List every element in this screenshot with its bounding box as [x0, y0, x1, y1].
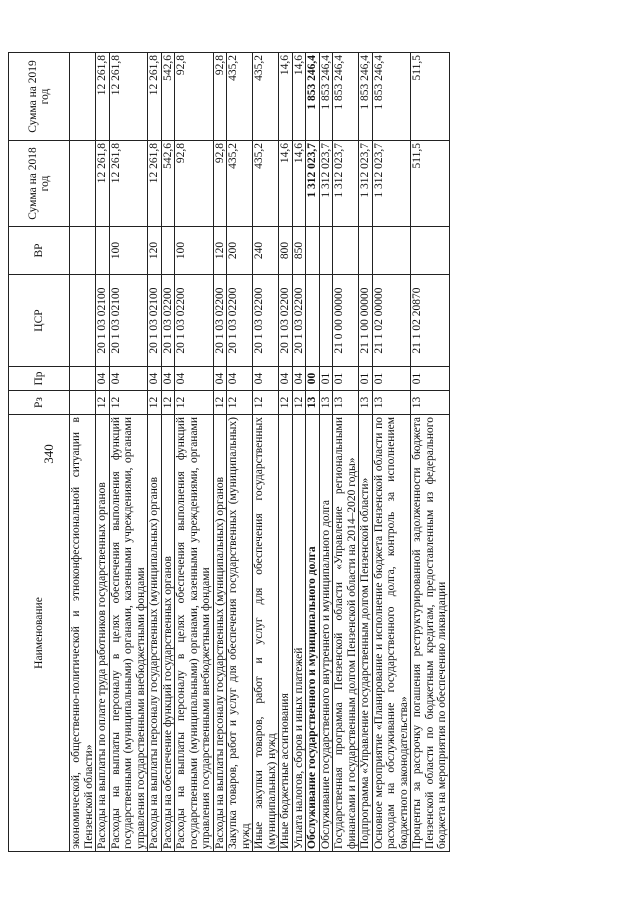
cell-pr: 04 [175, 367, 214, 391]
cell-pr: 04 [148, 367, 162, 391]
cell-vr: 200 [227, 227, 253, 275]
cell-rz: 12 [96, 391, 110, 415]
cell-rz [70, 391, 96, 415]
table-row [333, 53, 359, 852]
table-row [161, 53, 175, 852]
cell-pr [70, 367, 96, 391]
cell-rz: 13 [333, 391, 359, 415]
budget-table [8, 52, 450, 852]
cell-sum-2019: 435,2 [253, 53, 279, 141]
cell-name: Иные закупки товаров, работ и услуг для обеспечения государственных (муниципальных) нужд [253, 415, 279, 852]
table-row [175, 53, 214, 852]
cell-sum-2019: 14,6 [292, 53, 306, 141]
cell-name: Расходы на выплаты персоналу государственных (муниципальных) органов [213, 415, 227, 852]
cell-pr: 04 [253, 367, 279, 391]
cell-name: Государственная программа Пензенской области «Управление региональными финансами и государственным долгом Пензенской области на 2014–2020 годы» [333, 415, 359, 852]
table-row [213, 53, 227, 852]
cell-csr [306, 275, 320, 367]
cell-rz: 12 [109, 391, 148, 415]
cell-vr: 100 [109, 227, 148, 275]
cell-name: Обслуживание государственного и муниципального долга [306, 415, 320, 852]
cell-rz: 12 [279, 391, 293, 415]
cell-sum-2018: 12 261,8 [96, 141, 110, 227]
cell-vr [359, 227, 373, 275]
page-number: 340 [41, 444, 56, 464]
cell-sum-2019: 511,5 [411, 53, 450, 141]
header-vr: ВР [9, 227, 70, 275]
cell-rz: 12 [148, 391, 162, 415]
cell-rz: 13 [359, 391, 373, 415]
cell-csr: 20 1 03 02100 [109, 275, 148, 367]
table-row [253, 53, 279, 852]
cell-pr: 04 [96, 367, 110, 391]
cell-sum-2018: 92,8 [175, 141, 214, 227]
rotated-table-block [8, 53, 523, 852]
cell-pr: 04 [161, 367, 175, 391]
cell-sum-2018: 542,6 [161, 141, 175, 227]
cell-vr [333, 227, 359, 275]
cell-sum-2018: 435,2 [227, 141, 253, 227]
cell-csr: 20 1 03 02200 [292, 275, 306, 367]
cell-vr [70, 227, 96, 275]
cell-name: Расходы на обеспечение функций государственных органов [161, 415, 175, 852]
cell-sum-2019: 12 261,8 [96, 53, 110, 141]
cell-rz: 12 [161, 391, 175, 415]
cell-rz: 12 [253, 391, 279, 415]
cell-pr: 04 [213, 367, 227, 391]
cell-sum-2018: 14,6 [279, 141, 293, 227]
cell-csr: 20 1 03 02200 [175, 275, 214, 367]
cell-pr: 04 [292, 367, 306, 391]
cell-name: Закупка товаров, работ и услуг для обеспечения государственных (муниципальных) нужд [227, 415, 253, 852]
cell-csr: 20 1 03 02200 [253, 275, 279, 367]
cell-sum-2018: 12 261,8 [148, 141, 162, 227]
cell-sum-2018: 14,6 [292, 141, 306, 227]
table-row [411, 53, 450, 852]
cell-sum-2018: 511,5 [411, 141, 450, 227]
cell-csr: 20 1 03 02200 [279, 275, 293, 367]
cell-rz: 13 [306, 391, 320, 415]
table-row [70, 53, 96, 852]
cell-vr: 800 [279, 227, 293, 275]
cell-vr [96, 227, 110, 275]
cell-vr: 240 [253, 227, 279, 275]
header-sum-2018: Сумма на 2018 год [9, 141, 70, 227]
cell-vr: 850 [292, 227, 306, 275]
cell-rz: 12 [292, 391, 306, 415]
cell-pr: 04 [227, 367, 253, 391]
cell-sum-2019 [70, 53, 96, 141]
cell-name: Подпрограмма «Управление государственным долгом Пензенской области» [359, 415, 373, 852]
cell-sum-2019: 14,6 [279, 53, 293, 141]
cell-sum-2019: 1 853 246,4 [319, 53, 333, 141]
cell-csr: 20 1 03 02200 [227, 275, 253, 367]
cell-sum-2019: 1 853 246,4 [372, 53, 411, 141]
cell-sum-2018: 1 312 023,7 [306, 141, 320, 227]
cell-name: Уплата налогов, сборов и иных платежей [292, 415, 306, 852]
cell-pr: 04 [109, 367, 148, 391]
cell-sum-2018: 1 312 023,7 [372, 141, 411, 227]
cell-pr: 01 [359, 367, 373, 391]
cell-vr: 120 [148, 227, 162, 275]
header-pr: Пр [9, 367, 70, 391]
table-row [359, 53, 373, 852]
cell-vr [372, 227, 411, 275]
table-row [148, 53, 162, 852]
cell-rz: 13 [372, 391, 411, 415]
cell-name: Иные бюджетные ассигнования [279, 415, 293, 852]
cell-name: Обслуживание государственного внутреннего и муниципального долга [319, 415, 333, 852]
cell-pr: 01 [411, 367, 450, 391]
cell-sum-2018: 1 312 023,7 [359, 141, 373, 227]
cell-name: Расходы на выплаты персоналу в целях обеспечения выполнения функций государственными (муниципальными) органами, казенными учреждениями, органами управления государственными внебюджетными фондами [109, 415, 148, 852]
cell-sum-2019: 1 853 246,4 [359, 53, 373, 141]
cell-name: Расходы на выплаты персоналу государственных (муниципальных) органов [148, 415, 162, 852]
cell-vr [306, 227, 320, 275]
cell-csr: 21 1 02 00000 [372, 275, 411, 367]
cell-csr: 21 0 00 00000 [333, 275, 359, 367]
cell-csr [70, 275, 96, 367]
cell-name: экономической, общественно-политической и этноконфессиональной ситуации в Пензенской области» [70, 415, 96, 852]
table-header-row [9, 53, 70, 852]
cell-sum-2019: 542,6 [161, 53, 175, 141]
table-row [292, 53, 306, 852]
table-row [227, 53, 253, 852]
table-row [372, 53, 411, 852]
cell-pr: 04 [279, 367, 293, 391]
cell-sum-2018: 1 312 023,7 [333, 141, 359, 227]
cell-pr: 00 [306, 367, 320, 391]
cell-name: Расходы на выплаты персоналу в целях обеспечения выполнения функций государственными (муниципальными) органами, казенными учреждениями, органами управления государственными внебюджетными фондами [175, 415, 214, 852]
cell-sum-2019: 1 853 246,4 [333, 53, 359, 141]
cell-vr [161, 227, 175, 275]
cell-rz: 13 [411, 391, 450, 415]
cell-sum-2018: 12 261,8 [109, 141, 148, 227]
cell-csr [319, 275, 333, 367]
cell-sum-2019: 92,8 [175, 53, 214, 141]
cell-csr: 21 1 02 20870 [411, 275, 450, 367]
header-csr: ЦСР [9, 275, 70, 367]
cell-sum-2018 [70, 141, 96, 227]
table-row [306, 53, 320, 852]
header-name: Наименование [9, 415, 70, 852]
cell-csr: 20 1 03 02200 [161, 275, 175, 367]
table-row [319, 53, 333, 852]
cell-pr: 01 [319, 367, 333, 391]
header-sum-2019: Сумма на 2019 год [9, 53, 70, 141]
table-row [109, 53, 148, 852]
table-row [96, 53, 110, 852]
cell-sum-2019: 12 261,8 [148, 53, 162, 141]
cell-sum-2019: 92,8 [213, 53, 227, 141]
header-rz: Рз [9, 391, 70, 415]
cell-pr: 01 [333, 367, 359, 391]
cell-vr: 120 [213, 227, 227, 275]
cell-name: Расходы на выплаты по оплате труда работников государственных органов [96, 415, 110, 852]
cell-rz: 12 [175, 391, 214, 415]
cell-sum-2018: 435,2 [253, 141, 279, 227]
cell-vr: 100 [175, 227, 214, 275]
cell-name: Основное мероприятие «Планирование и исполнение бюджета Пензенской области по расходам на обслуживание государственного долга, контроль за исполнением бюджетного законодательства» [372, 415, 411, 852]
cell-pr: 01 [372, 367, 411, 391]
cell-rz: 12 [213, 391, 227, 415]
cell-csr: 20 1 03 02100 [148, 275, 162, 367]
table-row [279, 53, 293, 852]
cell-sum-2019: 435,2 [227, 53, 253, 141]
table-body [70, 53, 450, 852]
cell-csr: 20 1 03 02100 [96, 275, 110, 367]
cell-sum-2019: 1 853 246,4 [306, 53, 320, 141]
cell-csr: 21 1 00 00000 [359, 275, 373, 367]
cell-rz: 12 [227, 391, 253, 415]
cell-vr [319, 227, 333, 275]
cell-csr: 20 1 03 02200 [213, 275, 227, 367]
cell-name: Проценты за рассрочку погашения реструктурированной задолженности бюджета Пензенской области по бюджетным кредитам, предоставленным из федерального бюджета на мероприятия по обеспечению ликвидации [411, 415, 450, 852]
cell-vr [411, 227, 450, 275]
cell-rz: 13 [319, 391, 333, 415]
cell-sum-2018: 92,8 [213, 141, 227, 227]
cell-sum-2019: 12 261,8 [109, 53, 148, 141]
cell-sum-2018: 1 312 023,7 [319, 141, 333, 227]
